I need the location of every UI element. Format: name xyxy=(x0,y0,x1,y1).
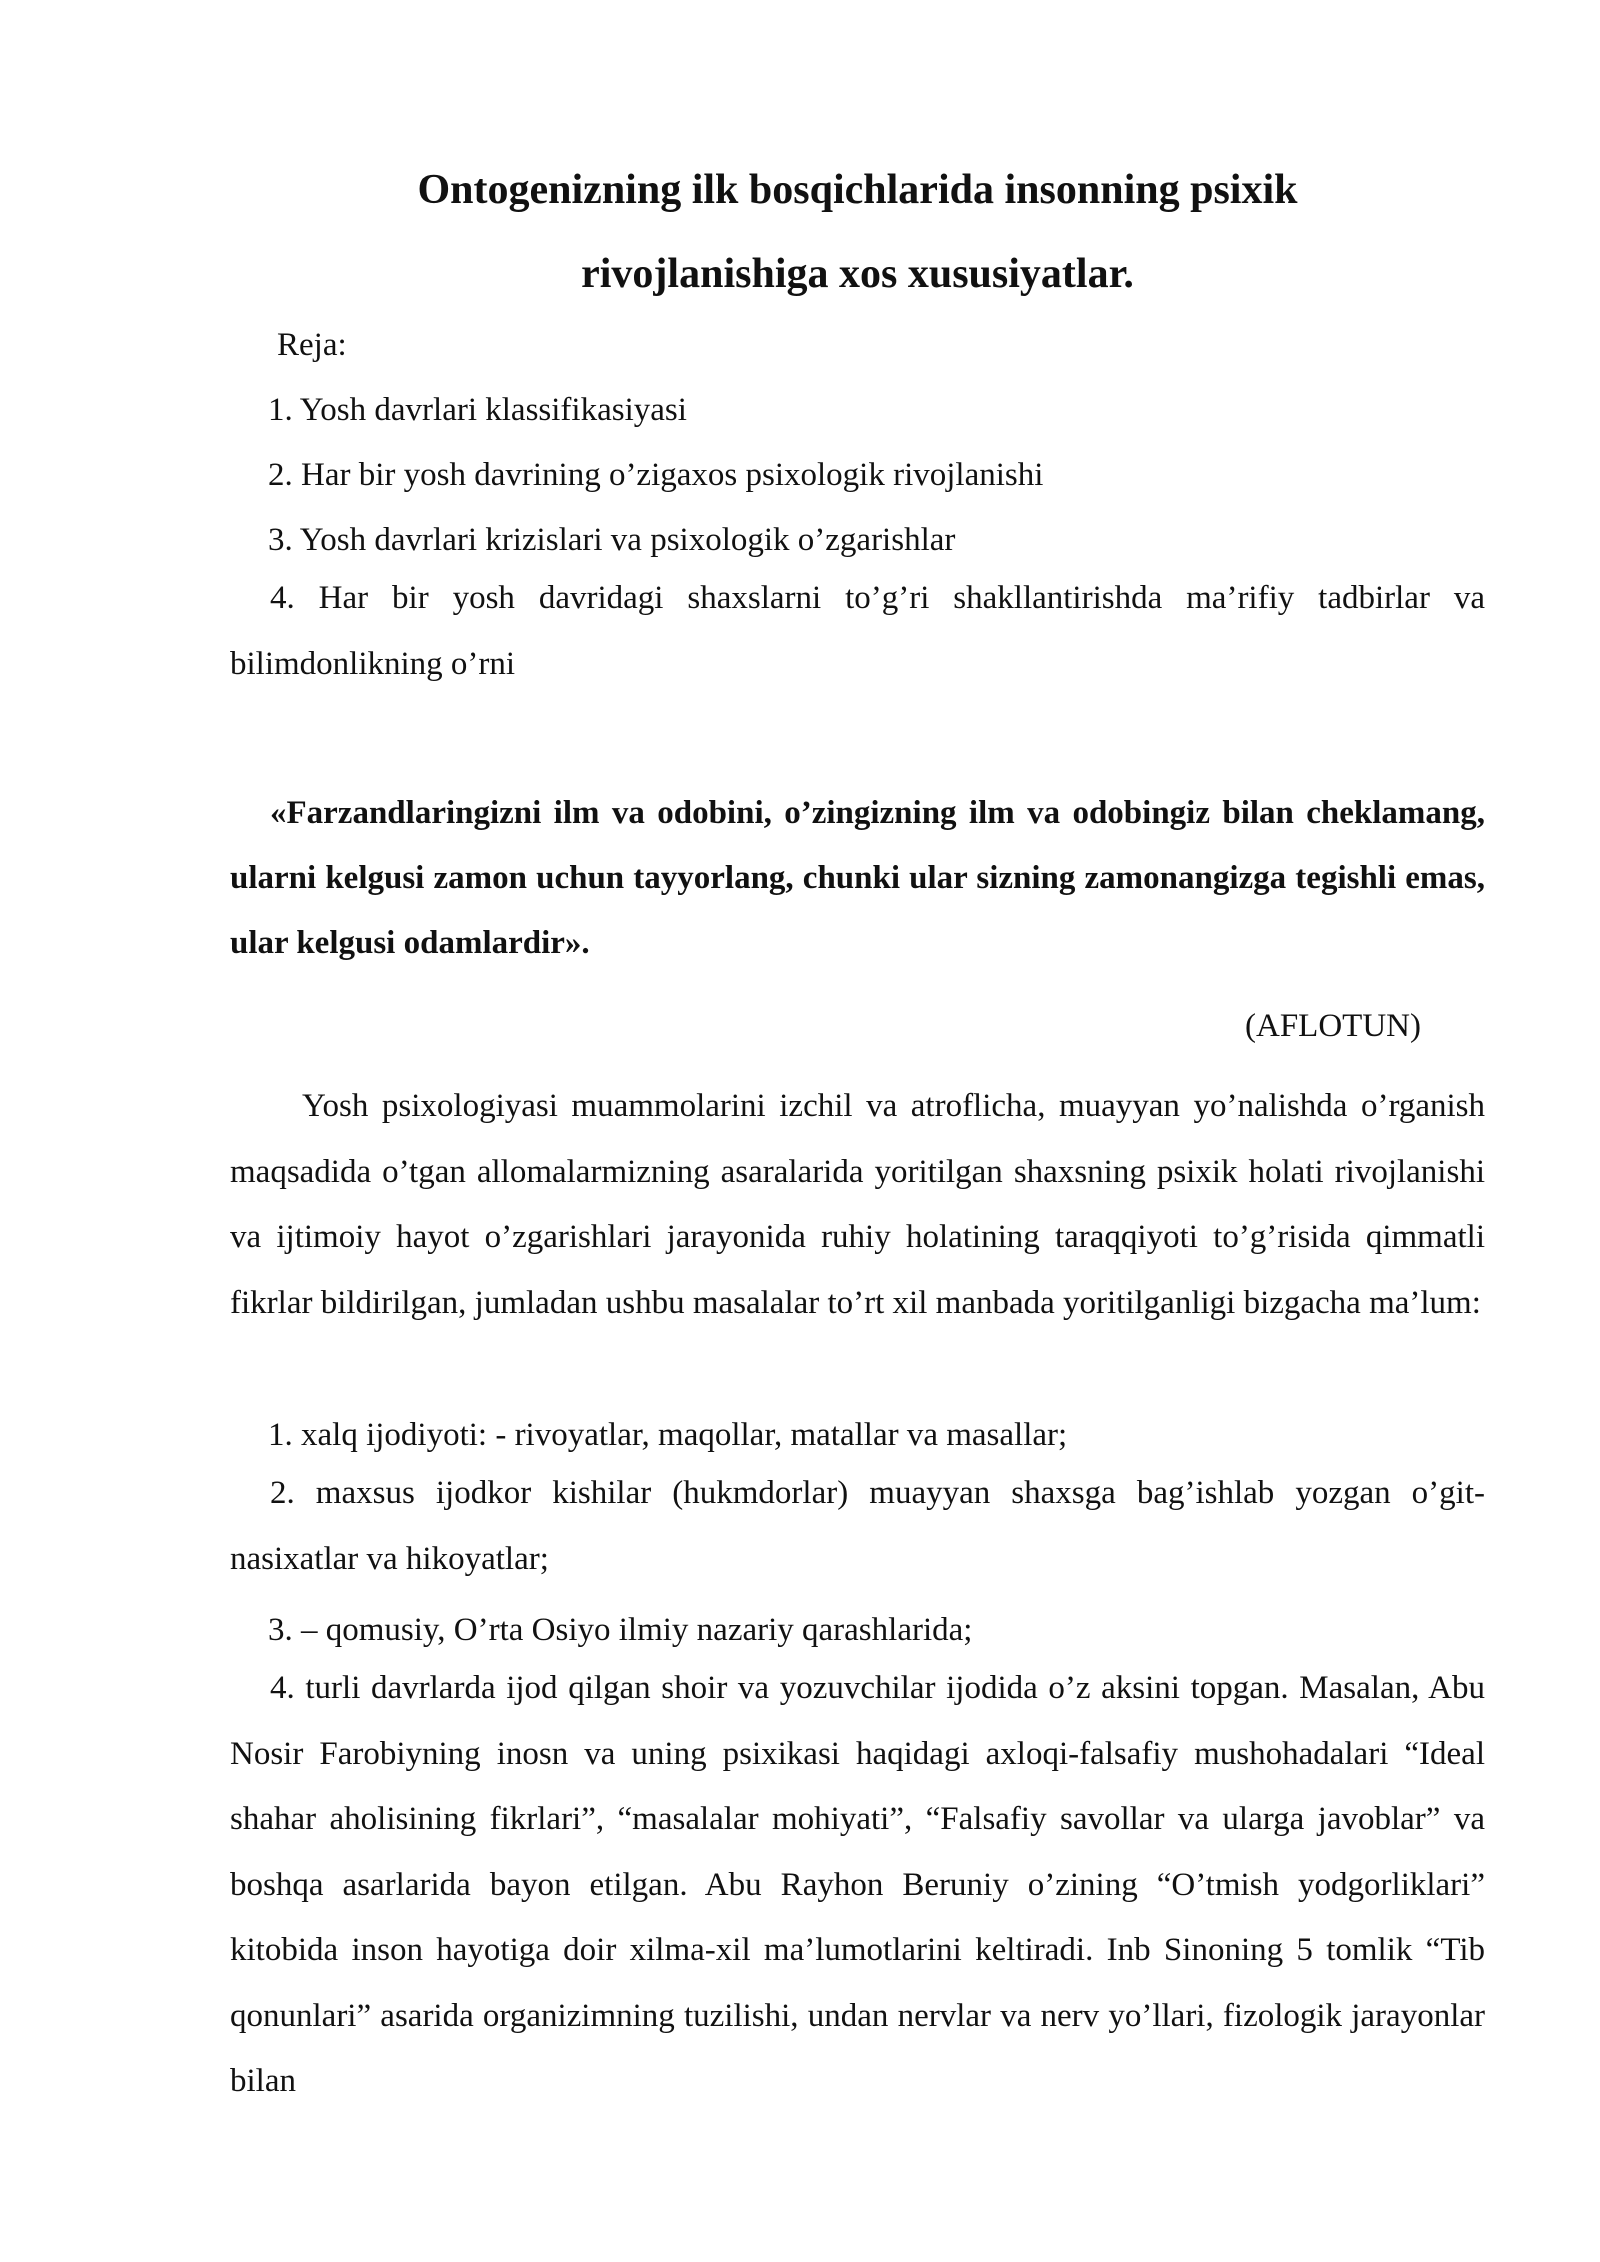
intro-paragraph: Yosh psixologiyasi muammolarini izchil va atroflicha, muayyan yo’nalishda o’rganish maqsadida o’tgan allomalarmizning asaralarida yoritilgan shaxsning psixik holati rivojlanishi va ijtimoiy hayot o’zgarishlari jarayonida ruhiy holatining taraqqiyoti to’g’risida qimmatli fikrlar bildirilgan, jumladan ushbu masalalar to’rt xil manbada yoritilganligi bizgacha ma’lum: xyxy=(230,1088,1485,1321)
epigraph-author: (AFLOTUN) xyxy=(1245,1008,1421,1044)
title-line-1: Ontogenizning ilk bosqichlarida insonning psixik xyxy=(417,167,1298,213)
plan-item-2: 2. Har bir yosh davrining o’zigaxos psixologik rivojlanishi xyxy=(268,457,1044,493)
plan-label: Reja: xyxy=(277,327,347,363)
source-item-4: 4. turli davrlarda ijod qilgan shoir va yozuvchilar ijodida o’z aksini topgan. Masalan, Abu Nosir Farobiyning inosn va uning psixikasi haqidagi axloqi-falsafiy mushohadalari “Ideal shahar aholisining fikrlari”, “masalalar mohiyati”, “Falsafiy savollar va ularga javoblar” va boshqa asarlarida bayon etilgan. Abu Rayhon Beruniy o’zining “O’tmish yodgorliklari” kitobida inson hayotiga doir xilma-xil ma’lumotlarini keltiradi. Inb Sinoning 5 tomlik “Tib qonunlari” asarida organizimning tuzilishi, undan nervlar va nerv yo’llari, fizologik jarayonlar bilan xyxy=(230,1670,1485,2099)
plan-item-4: 4. Har bir yosh davridagi shaxslarni to’g’ri shakllantirishda ma’rifiy tadbirlar va bilimdonlikning o’rni xyxy=(230,580,1485,682)
plan-item-1: 1. Yosh davrlari klassifikasiyasi xyxy=(268,392,687,428)
source-item-1: 1. xalq ijodiyoti: - rivoyatlar, maqollar, matallar va masallar; xyxy=(268,1417,1068,1453)
plan-item-3: 3. Yosh davrlari krizislari va psixologik o’zgarishlar xyxy=(268,522,956,558)
epigraph-quote: «Farzandlaringizni ilm va odobini, o’zingizning ilm va odobingiz bilan cheklamang, ularni kelgusi zamon uchun tayyorlang, chunki ular sizning zamonangizga tegishli emas, ular kelgusi odamlardir». xyxy=(230,795,1485,961)
source-item-2: 2. maxsus ijodkor kishilar (hukmdorlar) muayyan shaxsga bag’ishlab yozgan o’git- nasixatlar va hikoyatlar; xyxy=(230,1475,1485,1577)
source-item-3: 3. – qomusiy, O’rta Osiyo ilmiy nazariy qarashlarida; xyxy=(268,1612,973,1648)
document-title xyxy=(230,148,1485,316)
title-line-2: rivojlanishiga xos xususiyatlar. xyxy=(581,251,1134,297)
